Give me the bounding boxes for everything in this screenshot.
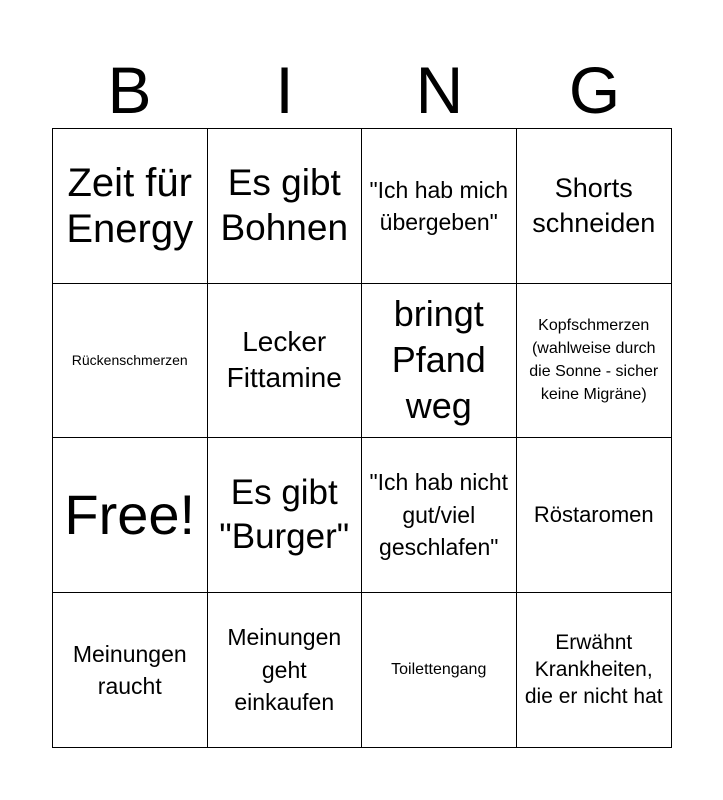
bingo-cell-text: Zeit für Energy xyxy=(66,160,194,251)
header-letter-b: B xyxy=(107,53,152,127)
bingo-cell[interactable] xyxy=(517,438,672,593)
header-letter-g: G xyxy=(568,53,621,127)
bingo-cell[interactable] xyxy=(517,129,672,284)
bingo-cell-text: Meinungen geht einkaufen xyxy=(227,624,342,715)
bingo-cell-text: "Ich hab nicht gut/viel geschlafen" xyxy=(369,469,509,560)
bingo-cell[interactable] xyxy=(53,593,208,748)
bingo-cell[interactable] xyxy=(208,284,363,439)
bingo-cell-text: Es gibt "Burger" xyxy=(219,473,350,556)
bingo-cell[interactable] xyxy=(53,129,208,284)
bingo-cell-text: bringt Pfand weg xyxy=(391,293,486,427)
bingo-cell[interactable] xyxy=(517,593,672,748)
bingo-cell-text: Shorts schneiden xyxy=(532,173,656,238)
bingo-board xyxy=(52,128,672,748)
bingo-cell[interactable] xyxy=(208,438,363,593)
bingo-header xyxy=(52,52,672,128)
bingo-cell-text: Kopfschmerzen (wahlweise durch die Sonne - sicher keine Migräne) xyxy=(529,316,659,404)
bingo-cell[interactable] xyxy=(53,284,208,439)
bingo-cell[interactable] xyxy=(517,284,672,439)
bingo-cell[interactable] xyxy=(208,129,363,284)
bingo-cell[interactable] xyxy=(362,438,517,593)
bingo-cell-text: "Ich hab mich übergeben" xyxy=(369,176,509,235)
header-letter-n: N xyxy=(415,53,464,127)
bingo-cell-free[interactable] xyxy=(53,438,208,593)
bingo-cell-text: Toilettengang xyxy=(391,661,487,679)
bingo-cell[interactable] xyxy=(208,593,363,748)
bingo-cell-text: Röstaromen xyxy=(533,501,654,527)
bingo-cell[interactable] xyxy=(362,129,517,284)
free-space-text: Free! xyxy=(64,482,196,546)
bingo-cell-text: Es gibt Bohnen xyxy=(220,162,349,248)
bingo-cell[interactable] xyxy=(362,284,517,439)
header-letter-i: I xyxy=(275,53,294,127)
bingo-cell[interactable] xyxy=(362,593,517,748)
bingo-cell-text: Rückenschmerzen xyxy=(71,351,188,368)
bingo-cell-text: Meinungen raucht xyxy=(72,640,187,699)
bingo-cell-text: Lecker Fittamine xyxy=(226,325,342,394)
bingo-cell-text: Erwähnt Krankheiten, die er nicht hat xyxy=(524,630,663,709)
